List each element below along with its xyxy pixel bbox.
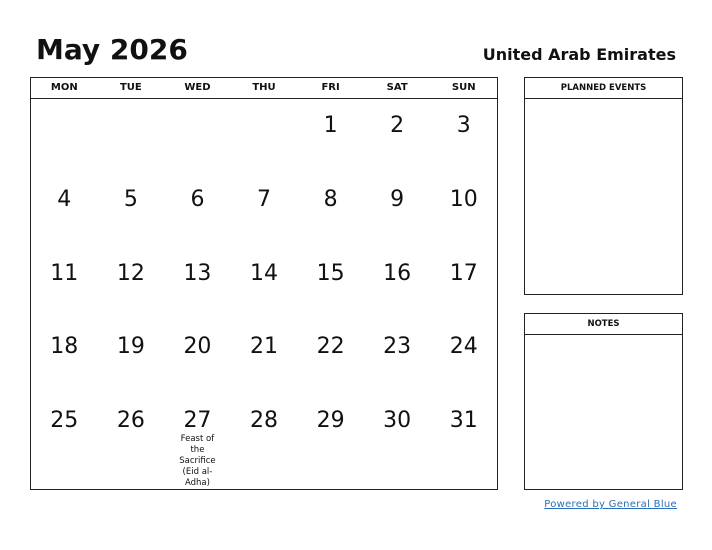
calendar-day-cell [98, 99, 165, 173]
day-number: 20 [183, 334, 212, 360]
calendar-day-cell [364, 320, 431, 394]
weekday-sat: SAT [386, 82, 408, 93]
day-number: 17 [449, 260, 478, 286]
calendar-day-cell [231, 99, 298, 173]
calendar-day-cell [430, 99, 497, 173]
day-number: 23 [383, 334, 412, 360]
day-number: 3 [456, 113, 471, 138]
day-number: 31 [449, 408, 478, 433]
day-number: 2 [390, 113, 405, 138]
holiday-label: Feast of the Sacrifice (Eid al-Adha) [179, 434, 216, 488]
day-number: 28 [250, 408, 279, 433]
planned-events-heading: PLANNED EVENTS [525, 78, 682, 99]
calendar-day-cell [98, 394, 165, 489]
weekday-tue: TUE [119, 82, 142, 93]
calendar-weeks [31, 99, 497, 489]
day-number: 12 [116, 260, 145, 286]
country-name: United Arab Emirates [482, 45, 676, 64]
day-number: 25 [50, 408, 79, 433]
calendar-day-cell [364, 394, 431, 489]
calendar-day-cell [297, 320, 364, 394]
day-number: 1 [323, 113, 338, 138]
day-number: 15 [316, 260, 345, 286]
day-number: 11 [50, 260, 79, 286]
weekday-sun: SUN [451, 82, 476, 93]
calendar-day-cell [98, 173, 165, 247]
calendar-day-cell [430, 247, 497, 321]
day-number: 24 [449, 334, 478, 360]
calendar-day-cell [231, 320, 298, 394]
calendar-day-cell [98, 320, 165, 394]
calendar-day-cell [164, 99, 231, 173]
day-number: 30 [383, 408, 412, 433]
day-number: 13 [183, 260, 212, 286]
notes-panel [524, 313, 683, 490]
day-number: 16 [383, 260, 412, 286]
calendar-day-cell [297, 173, 364, 247]
day-number: 8 [323, 186, 338, 212]
calendar-day-cell [164, 173, 231, 247]
calendar-day-cell [164, 320, 231, 394]
calendar-day-cell [31, 320, 98, 394]
day-number: 27 [183, 408, 212, 433]
calendar-week-row [31, 99, 497, 173]
day-number: 5 [123, 186, 138, 212]
weekday-mon: MON [50, 82, 78, 93]
calendar-day-cell [231, 247, 298, 321]
calendar-day-cell [164, 394, 231, 489]
weekday-fri: FRI [321, 82, 340, 93]
calendar-week-row [31, 394, 497, 489]
calendar-week-row [31, 247, 497, 321]
day-number: 10 [449, 186, 478, 212]
day-number: 14 [250, 260, 279, 286]
day-number: 6 [190, 186, 205, 212]
page-title: May 2026 [36, 33, 188, 66]
day-number: 7 [257, 186, 272, 212]
calendar-day-cell [297, 99, 364, 173]
notes-heading: NOTES [525, 314, 682, 335]
calendar-day-cell [297, 247, 364, 321]
month-calendar [30, 77, 498, 490]
calendar-day-cell [364, 247, 431, 321]
weekday-header-row [31, 78, 497, 99]
day-number: 9 [390, 186, 405, 212]
calendar-week-row [31, 320, 497, 394]
calendar-day-cell [364, 99, 431, 173]
powered-by-link[interactable]: Powered by General Blue [544, 499, 677, 510]
planned-events-panel [524, 77, 683, 295]
calendar-day-cell [430, 320, 497, 394]
calendar-day-cell [364, 173, 431, 247]
calendar-day-cell [164, 247, 231, 321]
calendar-day-cell [231, 394, 298, 489]
day-number: 26 [116, 408, 145, 433]
day-number: 4 [57, 186, 72, 212]
calendar-day-cell [98, 247, 165, 321]
day-number: 19 [116, 334, 145, 360]
calendar-day-cell [430, 394, 497, 489]
weekday-wed: WED [184, 82, 211, 93]
calendar-day-cell [31, 99, 98, 173]
calendar-day-cell [31, 173, 98, 247]
calendar-day-cell [297, 394, 364, 489]
calendar-day-cell [31, 394, 98, 489]
day-number: 22 [316, 334, 345, 360]
day-number: 18 [50, 334, 79, 360]
calendar-day-cell [231, 173, 298, 247]
weekday-thu: THU [252, 82, 276, 93]
day-number: 29 [316, 408, 345, 433]
calendar-day-cell [31, 247, 98, 321]
calendar-week-row [31, 173, 497, 247]
calendar-day-cell [430, 173, 497, 247]
day-number: 21 [250, 334, 279, 360]
